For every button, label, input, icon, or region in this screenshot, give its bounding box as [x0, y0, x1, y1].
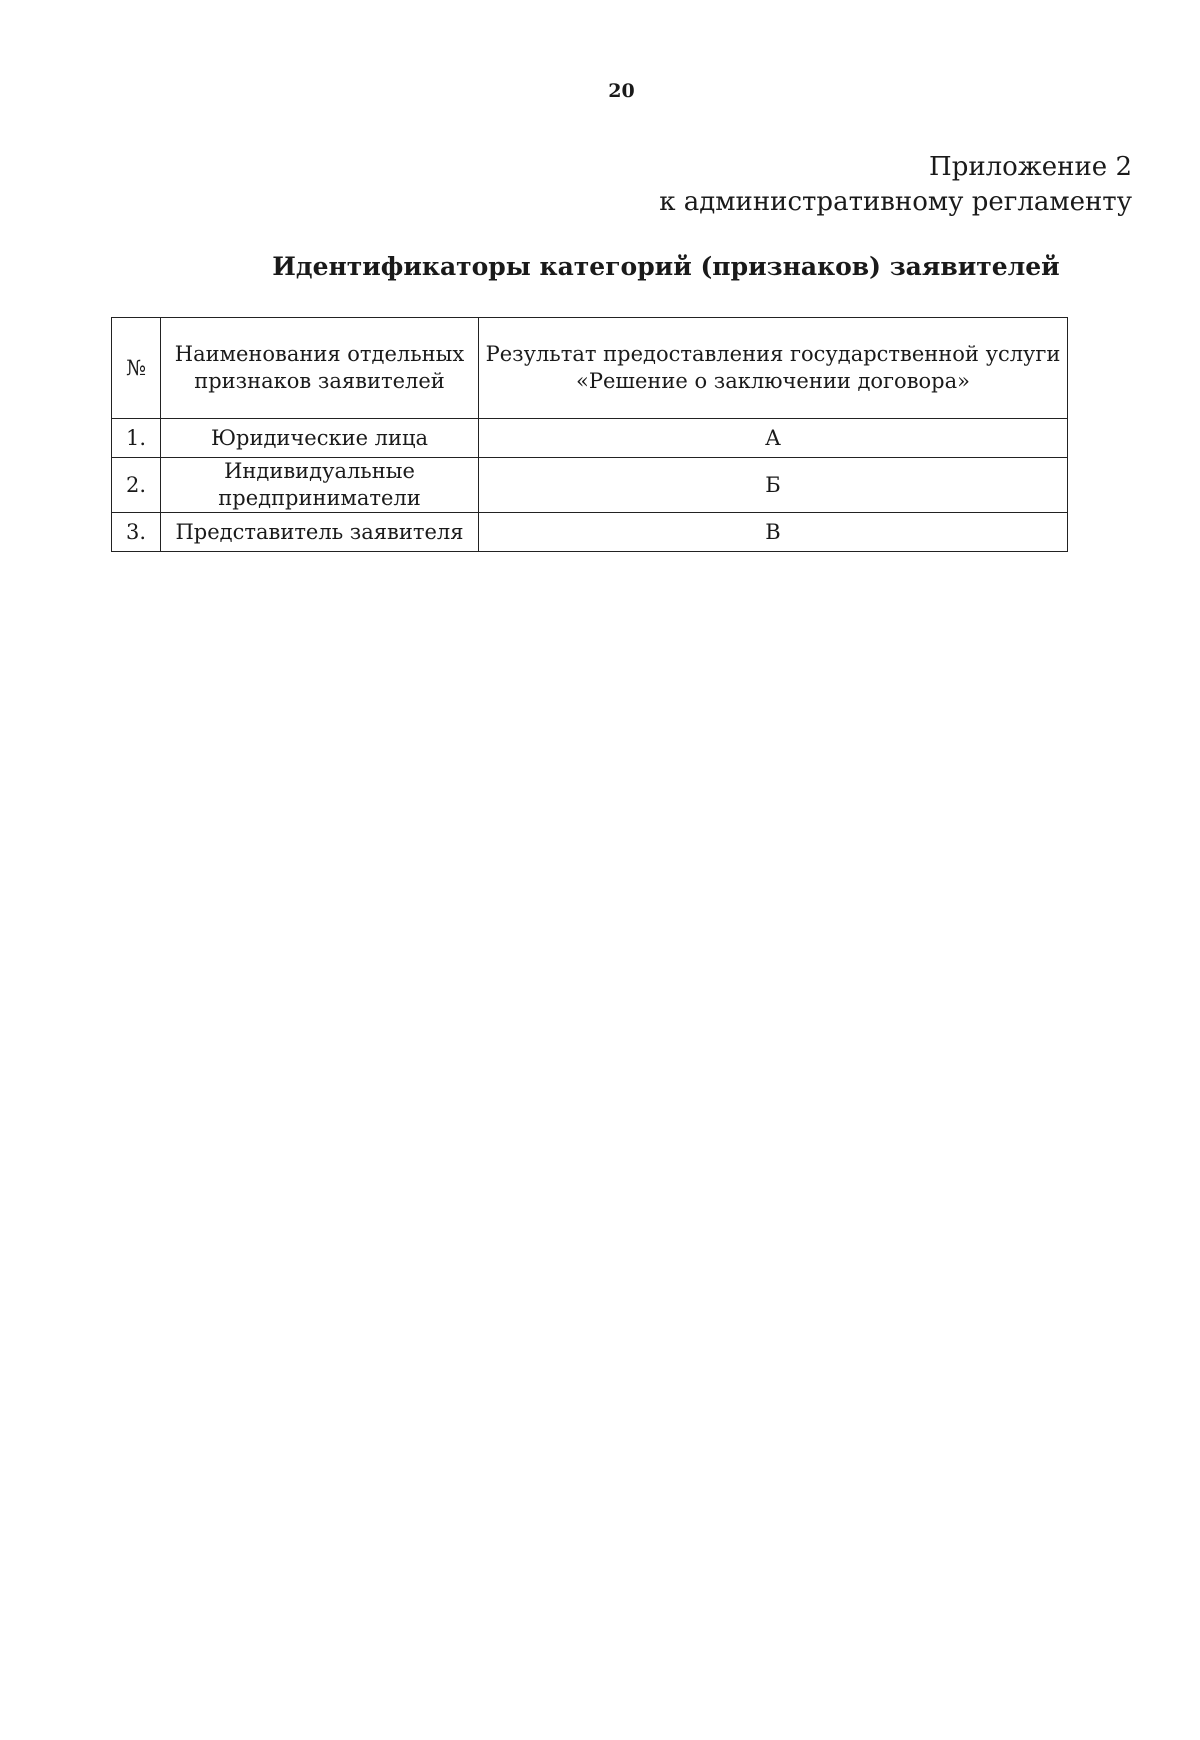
appendix-note: [659, 150, 1132, 220]
row-number: 3.: [112, 513, 161, 552]
table-row: [112, 513, 1068, 552]
row-number: 2.: [112, 458, 161, 513]
row-result: А: [479, 419, 1068, 458]
header-number: №: [112, 318, 161, 419]
header-result: Результат предоставления государственной услуги «Решение о заключении договора»: [479, 318, 1068, 419]
table-row: [112, 458, 1068, 513]
row-result: В: [479, 513, 1068, 552]
page-number: 20: [608, 80, 635, 102]
appendix-line-2: к административному регламенту: [659, 187, 1132, 217]
document-title: Идентификаторы категорий (признаков) заявителей: [272, 252, 1060, 281]
applicant-categories-table: [111, 317, 1068, 552]
row-name: Представитель заявителя: [161, 513, 479, 552]
header-name: Наименования отдельных признаков заявителей: [161, 318, 479, 419]
row-name: Юридические лица: [161, 419, 479, 458]
appendix-line-1: Приложение 2: [929, 152, 1132, 182]
table-row: [112, 419, 1068, 458]
table-header-row: [112, 318, 1068, 419]
row-number: 1.: [112, 419, 161, 458]
row-result: Б: [479, 458, 1068, 513]
row-name: Индивидуальные предприниматели: [161, 458, 479, 513]
